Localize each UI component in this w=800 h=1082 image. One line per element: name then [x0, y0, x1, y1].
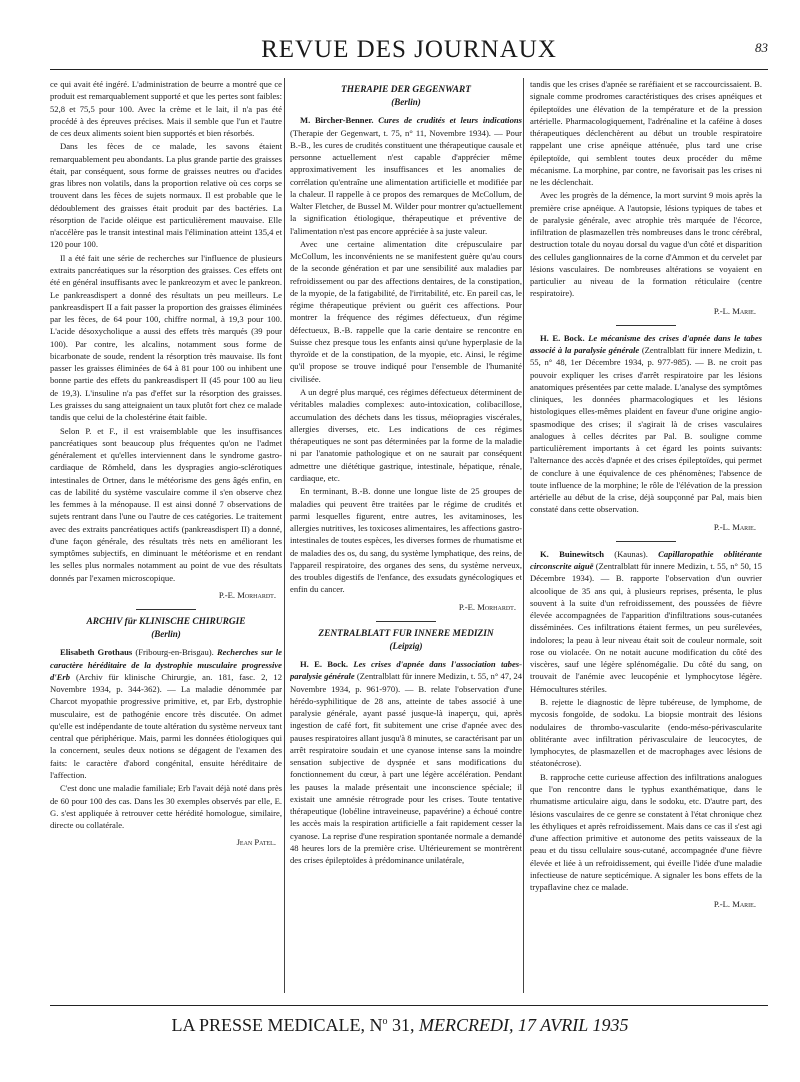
paragraph: Selon P. et F., il est vraisemblable que les insuffisances pancréatiques sont beaucoup plus fréquentes qu'on ne l'admet généralement et qu'elles interviennent dans le syndrome gastro-cardiaque de Römheld, dans les dyspragies angio-sclérotiques intestinales de Ortner, dans le météorisme des gens âgés enfin, en cas de labilité du système vasculaire comme il s'en observe chez les femmes à la ménopause. Il est ainsi donné 7 observations de sujets rentrant dans l'une ou l'autre de ces catégories. Le traitement avec des extraits pancréatiques actifs (pankreasdispert II) a donné, d'une façon générale, des résultats très nets en améliorant les symptômes subjectifs, en diminuant le météorisme et en rendant les selles plus normales notamment au point de vue des résultats donnés par l'examen microscopique. — [50, 425, 282, 583]
article-text: (Zentralblatt für innere Medizin, t. 55, n° 50, 15 Décembre 1934). — B. rapporte l'observation d'un ouvrier alcoolique de 35 ans qui, à plusieurs reprises, présenta, le plus souvent à la suite d'un refroidissement, des poussées de fièvre élevée accompagnées de l'apparition d'infiltrations sous-cutanées disséminées. Ces infiltrations étaient fermes, un peu surélevées, indolores; la peau à leur niveau était soit de couleur normale, soit rose ou violacée. On ne notait aucune modification du côté des viscères, sauf une légère splénomégalie. Du côté du sang, on trouvait de l'anémie avec leucopénie et lymphocytose légère. Hémocultures stériles. — [530, 561, 762, 694]
article-author: H. E. Bock. — [300, 659, 349, 670]
signature: P.-L. Marie. — [713, 521, 756, 532]
page-header — [50, 36, 768, 66]
separator — [616, 541, 676, 542]
page-number: 83 — [755, 40, 768, 55]
article-abstract — [530, 548, 762, 695]
article-abstract — [50, 646, 282, 781]
article-text: (Therapie der Gegenwart, t. 75, n° 11, Novembre 1934). — Pour B.-B., les cures de crudités constituent une thérapeutique causale et personne actuellement n'est capable d'apprécier même approximativement les insuffisances et les anomalies de corrélation qu'entraîne une alimentation artificielle et modifiée par la chaleur. Il rappelle à ce propos des remarques de McCollum, de Walter Fletcher, de Bussel M. Wilder pour montrer qu'actuellement la signification étiologique, thérapeutique et préventive de l'alimentation n'est pas encore appréciée à sa juste valeur. — [290, 127, 522, 236]
paragraph: Avec les progrès de la démence, la mort survint 9 mois après la première crise apnéique. A l'autopsie, lésions typiques de tabes et de paralysie générale, avec atrophie très marquée de l'écorce, infiltration de plasmazellen très nombreuses dans le tronc cérébral, destruction totale du noyau dorsal du vague d'un côté et disparition des cellules ganglionnaires de la corne d'Ammon et du cervelet par lésions vasculaires. De nombreuses altérations se voyaient en particulier au niveau de la formation réticulaire (centre respiratoire). — [530, 190, 762, 299]
paragraph: B. rapproche cette curieuse affection des infiltrations analogues que l'on rencontre dans le typhus exanthématique, dans le rhumatisme articulaire aigu, dans le sodoku, etc. D'autre part, des lésions vasculaires de ce genre se constatent à l'état chronique chez les éthyliques et après refroidissement. Mais dans ce cas il s'est agi d'une affection primitive et autonome des petits vaisseaux de la peau et du tissu cellulaire sous-cutané, accompagnée d'une fièvre élevée et liée à un refroidissement, qui éveille l'idée d'une maladie infectieuse de nature septicémique. A signaler les bons effets de la trypaflavine chez ce malade. — [530, 771, 762, 893]
article-title: Recherches sur le caractère héréditaire de la dystrophie musculaire progressive d'Erb — [50, 647, 282, 682]
journal-place: (Leipzig) — [389, 640, 423, 651]
separator — [616, 325, 676, 326]
footer-date: MERCREDI, 17 AVRIL 1935 — [419, 1015, 629, 1035]
running-title: REVUE DES JOURNAUX — [261, 36, 557, 63]
article-author: M. Bircher-Benner. — [300, 115, 374, 126]
article-text: (Archiv für klinische Chirurgie, an. 181, fasc. 2, 12 Novembre 1934, p. 344-362). — La maladie dénommée par Charcot myopathie progressive primitive, et, par Erb, dystrophie musculaire, est de pathogénie encore très discutée. On admet qu'elle est indépendante de toute altération du système nerveux tant central que périphérique. Mais, parmi les données étiologiques qui la concernent, seules deux notions se dégagent de l'examen des faits: le caractère d'abord congénital, ensuite héréditaire de l'affection. — [50, 671, 282, 780]
article-title: Le mécanisme des crises d'apnée dans le tabes associé à la paralysie générale — [530, 332, 762, 356]
journal-heading: THERAPIE DER GEGENWART — [340, 85, 472, 95]
signature: P.-L. Marie. — [713, 899, 756, 910]
article-title: Les crises d'apnée dans l'association tabes-paralysie générale — [290, 659, 522, 682]
paragraph: tandis que les crises d'apnée se raréfiaient et se raccourcissaient. B. signale comme prodromes caractéristiques des crises apnéiques et épileptoïdes une élévation de la température et de la pression artérielle. Pharmacologiquement, l'adrénaline et la caféine à doses thérapeutiques déclenchèrent au début un trouble respiratoire rappelant une crise apnéique atténuée, plus tard une crise épileptoïde, qui semblent toutes deux procéder du même mécanisme. La morphine, par contre, ne favorisait pas les crises ni ne les déclenchait. — [530, 79, 762, 187]
footer-rule — [50, 1005, 768, 1006]
paragraph: C'est donc une maladie familiale; Erb l'avait déjà noté dans près de 60 pour 100 des cas. Dans les 30 exemples observés par elle, E. G. s'est appliquée à retrouver cette hérédité homologue, similaire, directe ou collatérale. — [50, 783, 282, 830]
journal-place: (Berlin) — [151, 629, 181, 640]
column-middle — [290, 78, 522, 993]
signature: P.-L. Marie. — [713, 305, 756, 316]
paragraph: B. rejette le diagnostic de lèpre tubéreuse, de lymphome, de mycosis fongoïde, de sodoku. La biopsie montrait des lésions nodulaires de thrombo-vascularite (endo-méso-périvascularite oblitérante avec infiltration périvasculaire de leucocytes, de lymphocytes, de plasmazellen et de macrophages avec lésions de stéatonécrose). — [530, 697, 762, 769]
column-divider — [284, 78, 285, 993]
paragraph: Il a été fait une série de recherches sur l'influence de plusieurs extraits pancréatiques sur la résorption des graisses. Ces effets ont été en général insuffisants avec le pankreozym et avec le pankreon. Le pankreasdispert a donné des résultats un peu meilleurs. Le pankreasdispert II a fait passer la proportion des graisses éliminées par les fèces, de 64 pour 100, chiffre normal, à 19,3 pour 100. L'acide désoxycholique a aussi des effets très marqués (39 pour 100). Par contre, les alcalins, notamment sous forme de bicarbonate de soude, rendent la résorption très mauvaise. Ils font passer les graisses éliminées de 64 à 81 pour 100 ou inhibent une bonne partie des effets du pankreasdispert II (45 pour 100 au lieu de 19,3). L'insuline n'a pas d'effet sur la résorption des graisses. Les graisses du sang atteignaient un taux plutôt fort chez ce malade tandis que celui de la cholestérine était faible. — [50, 252, 282, 423]
paragraph: En terminant, B.-B. donne une longue liste de 25 groupes de maladies qui peuvent être traitées par le régime de crudités et parmi lesquelles figurent, entre autres, les avitaminoses, les allergies nutritives, les toxicoses alimentaires, les affections gastro-intestinales de toutes espèces, les diverses formes de rhumatisme et de maladies des os, du sang, du système lymphatique, des reins, de l'appareil respiratoire, des organes des sens, du système nerveux, des troubles digestifs de l'enfance, des exsudats gynécologiques et enfin du cancer. — [290, 486, 522, 595]
footer-degree: o — [382, 1016, 388, 1027]
paragraph: Dans les fèces de ce malade, les savons étaient remarquablement peu abondants. La plus grande partie des graisses était, par conséquent, sous forme de graisses neutres ou d'acides gras libres non volatils, dans la proportion relative où ces corps se trouvent dans les fèces de sujets normaux. Il est probable que le dédoublement des graisses était produit par des bactéries. La résorption de l'acide oléique est particulièrement mauvaise. Elle n'accélère pas le transit intestinal mais l'élimination atteint 135,4 et 120 pour 100. — [50, 141, 282, 250]
separator — [376, 621, 436, 622]
article-author: K. Buinewitsch — [540, 548, 604, 559]
article-abstract — [530, 332, 762, 516]
header-rule — [50, 69, 768, 70]
page-footer — [0, 1015, 800, 1036]
article-title: Cures de crudités et leurs indications — [373, 115, 522, 126]
article-text: (Zentralblatt für innere Medizin, t. 55, n° 47, 24 Novembre 1934, p. 961-970). — B. relate l'observation d'une hérédo-syphilitique de 28 ans, atteinte de tabes associé à une paralysie générale, ayant passé jusque-là inaperçu, qui, après ingestion de café fort, fit subitement une crise d'apnée avec des pauses respiratoires allant jusqu'à 8 minutes, se caractérisant par un arrêt respiratoire soudain et une cyanose intense sans la moindre sensation subjective de dyspnée et sans modifications du fonctionnement du cœur, à part une légère accélération. Pendant les pauses la malade présentait une inconscience spéciale; il existait une amnésie rétrograde pour les crises. Toute tentative thérapeutique (lobéline intraveineuse, papavérine) a échoué contre les accès mais la respiration artificielle a fait rapidement cesser la cyanose. La reprise d'une respiration spontanée normale a demandé 48 heures lors de la première crise. Ultérieurement se montrèrent des crises épileptoïdes à prédominance unilatérale, — [290, 671, 522, 866]
article-abstract — [290, 114, 522, 237]
paragraph: ce qui avait été ingéré. L'administration de beurre a montré que ce produit est remarquablement supporté et que les pertes sont faibles: 52,8 et 75,5 pour 100. Avec la crème et le lait, il n'a pas été procédé à des épreuves précises. Mais il semble que l'un et l'autre de ces deux aliments soient bien supportés et bien résorbés. — [50, 79, 282, 138]
signature: P.-E. Morhardt. — [218, 589, 276, 600]
author-location: (Fribourg-en-Brisgau). — [132, 647, 217, 658]
paragraph: A un degré plus marqué, ces régimes défectueux déterminent de véritables maladies complexes: auto-intoxication, colibacillose, accumulation des déchets dans les tissus, méiopragies viscérales, allergies diverses, etc. Les indications de ces régimes thérapeutiques ne sont pas déterminées par la forme de la maladie ni par l'anatomie pathologique et on ne saurait par conséquent admettre une diététique gastrique, intestinale, hépatique, rénale, cardiaque, etc. — [290, 387, 522, 483]
article-abstract — [290, 658, 522, 866]
footer-issue: 31, — [387, 1015, 415, 1035]
column-divider — [523, 78, 524, 993]
author-location: (Kaunas). — [603, 548, 659, 559]
column-left — [50, 78, 282, 993]
journal-place: (Berlin) — [391, 97, 421, 107]
column-right — [530, 78, 762, 993]
journal-heading: ARCHIV für KLINISCHE CHIRURGIE — [86, 617, 246, 628]
signature: Jean Patel. — [236, 837, 276, 848]
article-author: H. E. Bock. — [540, 332, 585, 343]
article-text: (Zentralblatt für innere Medizin, t. 55, n° 48, 1er Décembre 1934, p. 977-985). — B. ne croit pas pouvoir expliquer les crises d'arrêt respiratoire par les lésions anatomiques présentées par cette malade. L'analyse des symptômes cliniques, les données pharmacologiques et les lésions histologiques elles-mêmes plaident en faveur d'une origine angio-spasmodique des crises; il s'agirait là de crises vasculaires analogues à celles décrites par Pal. B. souligne comme particulièrement importants à cet égard les points suivants: l'alternance des accès d'apnée et des crises épileptoïdes, qui permet de conclure à une équivalence de ces phénomènes; l'absence de toute influence de la morphine; le rôle de l'élévation de la pression artérielle au début de la crise, déjà soupçonné par Pal, mais bien constaté dans cette observation. — [530, 345, 762, 515]
footer-journal: LA PRESSE MEDICALE, N — [171, 1015, 383, 1035]
article-author: Elisabeth Grothaus — [60, 647, 133, 658]
article-title: Capillaropathie oblitérante circonscrite aiguë — [530, 548, 762, 572]
signature: P.-E. Morhardt. — [458, 601, 516, 612]
journal-heading: ZENTRALBLATT FUR INNERE MEDIZIN — [318, 628, 494, 639]
separator — [136, 609, 196, 610]
paragraph: Avec une certaine alimentation dite crépusculaire par McCollum, les inconvénients ne se manifestent guère qu'au cours de la seconde génération et par une sensibilité aux maladies par refroidissement ou par des affections dentaires, de la constipation, de la myopie, de la fatigabilité, de l'irritabilité, etc. En pareil cas, le régime thérapeutique prévient ou guérit ces affections. Pour montrer la fréquence des régimes défectueux, d'un régime défectueux, B.-B. rappelle que la carie dentaire se rencontre en Suisse chez presque tous les enfants ainsi qu'une hyperplasie de la thyroïde et de la constipation, de la myopie, etc. Ainsi, le régime qu'il propose se trouve indiqué pour l'ensemble de l'humanité civilisée. — [290, 238, 522, 384]
